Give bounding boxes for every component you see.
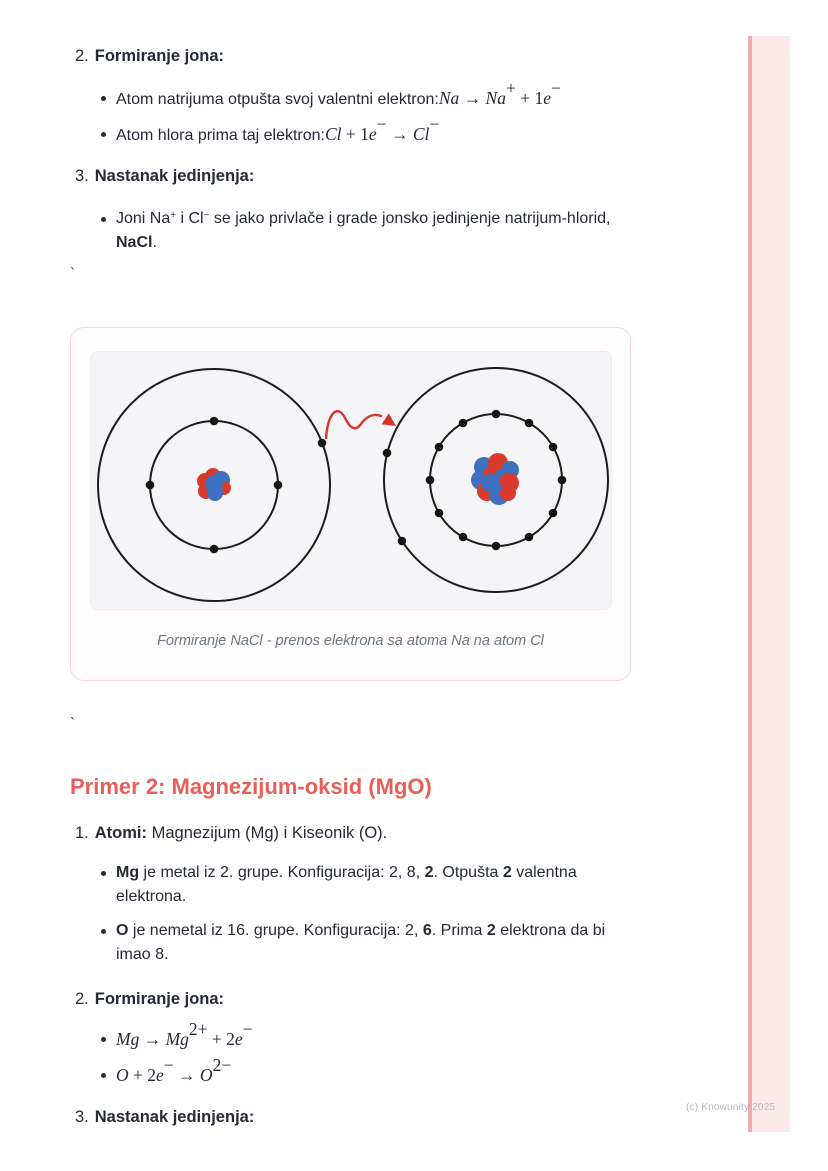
electron-dot <box>209 417 218 426</box>
bullet-icon <box>101 96 106 101</box>
list-item <box>101 114 720 148</box>
item-label: Formiranje jona: <box>94 990 225 1008</box>
bullet-icon <box>101 217 106 222</box>
electron-dot <box>425 476 434 485</box>
list-item <box>101 1019 720 1053</box>
item-number: 3. <box>75 1108 89 1126</box>
bullet-icon <box>101 871 106 876</box>
electron-dot <box>548 509 557 518</box>
list-item-math: $Mg \to Mg^{2+} + 2e^-$ <box>116 1019 253 1049</box>
electron-dot <box>524 419 533 428</box>
electron-dot <box>382 449 391 458</box>
ordered-item-nastanak-jedinjenja <box>75 164 720 188</box>
list-item <box>101 207 720 255</box>
electron-dot <box>434 443 443 452</box>
bullet-icon <box>101 1037 106 1042</box>
list-item <box>101 78 720 112</box>
watermark: (c) Knowunity 2025 <box>686 1102 776 1113</box>
list-item-text: Atom natrijuma otpušta svoj valentni elektron:Na → Na+ + 1e− <box>116 78 561 108</box>
list-item-text: Mg je metal iz 2. grupe. Konfiguracija: 2, 8, 2. Otpušta 2 valentna elektrona. <box>116 864 577 905</box>
electron-dot <box>548 443 557 452</box>
na-nucleus <box>197 468 231 501</box>
list-item-math: $O + 2e^- \to O^{2-}$ <box>116 1055 232 1085</box>
cl-atom-diagram <box>382 368 607 592</box>
electron-dot <box>557 476 566 485</box>
electron-dot <box>273 481 282 490</box>
list-item <box>101 861 720 909</box>
ordered-item-nastanak-jedinjenja-2 <box>75 1105 720 1129</box>
bullet-icon <box>101 929 106 934</box>
electron-dot <box>397 537 406 546</box>
item-number: 2. <box>75 47 89 65</box>
na-atom-diagram <box>98 369 330 601</box>
list-item-text: Atom hlora prima taj elektron:Cl + 1e− → Cl− <box>116 114 440 144</box>
item-number: 2. <box>75 990 89 1008</box>
nacl-formation-diagram <box>91 352 612 610</box>
bullet-icon <box>101 132 106 137</box>
cl-nucleus <box>471 453 519 505</box>
electron-dot <box>434 509 443 518</box>
item-number: 3. <box>75 167 89 185</box>
list-item <box>101 1055 720 1089</box>
ordered-item-atomi <box>75 821 720 845</box>
figure-card <box>70 327 631 681</box>
electron-dot <box>209 545 218 554</box>
valence-electron-dot <box>317 439 326 448</box>
electron-dot <box>491 410 500 419</box>
electron-dot <box>458 533 467 542</box>
item-label: Nastanak jedinjenja: <box>94 1108 255 1126</box>
list-item-text: Joni Na+ i Cl− se jako privlače i grade jonsko jedinjenje natrijum-hlorid, NaCl. <box>116 209 611 251</box>
electron-dot <box>145 481 154 490</box>
figure-caption: Formiranje NaCl - prenos elektrona sa atoma Na na atom Cl <box>157 633 544 649</box>
item-label: Formiranje jona: <box>94 47 225 65</box>
item-label: Nastanak jedinjenja: <box>94 167 255 185</box>
stray-backtick: ` <box>70 715 75 732</box>
item-text: Atomi: Magnezijum (Mg) i Kiseonik (O). <box>94 824 388 842</box>
section-heading-primer-2: Primer 2: Magnezijum-oksid (MgO) <box>70 774 432 799</box>
item-number: 1. <box>75 824 89 842</box>
electron-transfer-arrow-icon <box>326 411 396 438</box>
atom-diagram-panel <box>90 351 612 610</box>
electron-dot <box>524 533 533 542</box>
ordered-item-formiranje-jona <box>75 44 720 68</box>
stray-backtick: ` <box>70 265 75 282</box>
bullet-icon <box>101 1073 106 1078</box>
electron-dot <box>491 542 500 551</box>
electron-dot <box>458 419 467 428</box>
list-item-text: O je nemetal iz 16. grupe. Konfiguracija: 2, 6. Prima 2 elektrona da bi imao 8. <box>116 922 606 963</box>
list-item <box>101 919 720 967</box>
ordered-item-formiranje-jona-2 <box>75 987 720 1011</box>
